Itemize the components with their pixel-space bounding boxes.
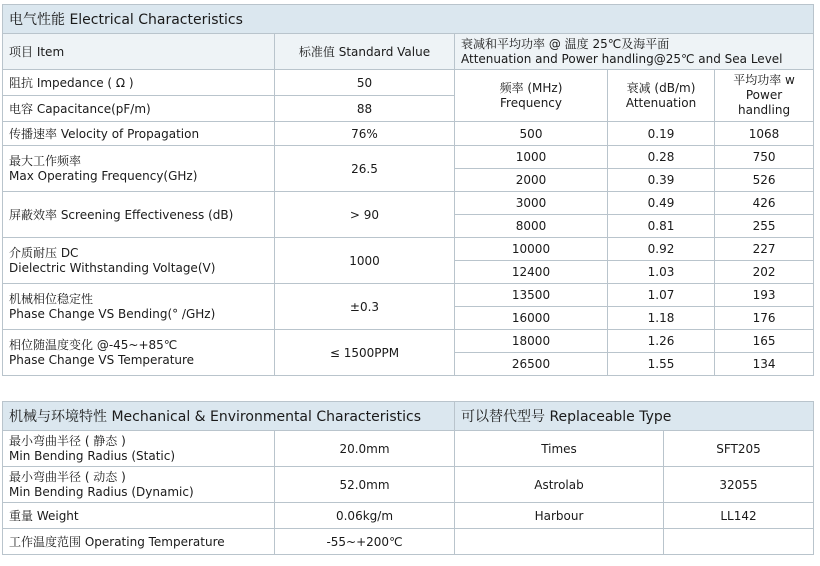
- attn-cell: 1.26: [608, 330, 715, 353]
- item-value: 88: [275, 96, 455, 122]
- item-label-en: Min Bending Radius (Dynamic): [9, 484, 194, 499]
- item-value: 52.0mm: [275, 467, 455, 503]
- electrical-title: 电气性能 Electrical Characteristics: [3, 5, 814, 34]
- power-cell: 426: [715, 192, 814, 215]
- power-cell: 193: [715, 284, 814, 307]
- subheader-power-en1: Power: [745, 88, 783, 102]
- attn-cell: 0.19: [608, 122, 715, 146]
- item-label: 电容 Capacitance(pF/m): [3, 96, 275, 122]
- header-item: 项目 Item: [3, 34, 275, 70]
- electrical-table: [2, 4, 814, 376]
- power-cell: 202: [715, 261, 814, 284]
- mechanical-title: 机械与环境特性 Mechanical & Environmental Characteristics: [3, 402, 455, 431]
- model-cell: SFT205: [664, 431, 814, 467]
- freq-cell: 16000: [455, 307, 608, 330]
- table-row: [3, 146, 814, 169]
- item-value: 50: [275, 70, 455, 96]
- brand-cell: [455, 529, 664, 555]
- item-value: 0.06kg/m: [275, 503, 455, 529]
- item-label-cn: 最大工作频率: [9, 153, 82, 168]
- header-attenuation-cn: 衰减和平均功率 @ 温度 25℃及海平面: [461, 36, 670, 51]
- attn-cell: 0.92: [608, 238, 715, 261]
- table-row: [3, 330, 814, 353]
- item-label-cn: 机械相位稳定性: [9, 291, 94, 306]
- subheader-power: [715, 70, 814, 122]
- power-cell: 750: [715, 146, 814, 169]
- freq-cell: 2000: [455, 169, 608, 192]
- freq-cell: 18000: [455, 330, 608, 353]
- freq-cell: 12400: [455, 261, 608, 284]
- replaceable-title: 可以替代型号 Replaceable Type: [455, 402, 814, 431]
- power-cell: 255: [715, 215, 814, 238]
- attn-cell: 0.39: [608, 169, 715, 192]
- subheader-power-cn: 平均功率 w: [733, 73, 795, 87]
- model-cell: 32055: [664, 467, 814, 503]
- item-label-en: Dielectric Withstanding Voltage(V): [9, 260, 216, 275]
- power-cell: 526: [715, 169, 814, 192]
- item-value: ≤ 1500PPM: [275, 330, 455, 376]
- item-value: 26.5: [275, 146, 455, 192]
- item-value: -55~+200℃: [275, 529, 455, 555]
- power-cell: 227: [715, 238, 814, 261]
- table-row: [3, 238, 814, 261]
- brand-cell: Harbour: [455, 503, 664, 529]
- freq-cell: 3000: [455, 192, 608, 215]
- item-value: 1000: [275, 238, 455, 284]
- table-row: [3, 503, 814, 529]
- subheader-attenuation-cn: 衰减 (dB/m): [626, 80, 696, 95]
- table-row: [3, 70, 814, 96]
- item-value: 76%: [275, 122, 455, 146]
- power-cell: 176: [715, 307, 814, 330]
- item-label-en: Max Operating Frequency(GHz): [9, 168, 198, 183]
- freq-cell: 8000: [455, 215, 608, 238]
- attn-cell: 0.28: [608, 146, 715, 169]
- freq-cell: 10000: [455, 238, 608, 261]
- attn-cell: 1.03: [608, 261, 715, 284]
- attn-cell: 0.49: [608, 192, 715, 215]
- table-row: [3, 192, 814, 215]
- brand-cell: Astrolab: [455, 467, 664, 503]
- table-row: [3, 284, 814, 307]
- mechanical-section-header: [3, 402, 814, 431]
- item-value: ±0.3: [275, 284, 455, 330]
- subheader-attenuation-en: Attenuation: [625, 95, 697, 110]
- header-standard-value: 标准值 Standard Value: [275, 34, 455, 70]
- model-cell: [664, 529, 814, 555]
- item-label: [3, 146, 275, 192]
- item-value: 20.0mm: [275, 431, 455, 467]
- subheader-attenuation: [608, 70, 715, 122]
- header-attenuation: [455, 34, 814, 70]
- header-attenuation-en: Attenuation and Power handling@25℃ and Sea Level: [461, 51, 783, 66]
- freq-cell: 13500: [455, 284, 608, 307]
- item-label: [3, 284, 275, 330]
- brand-cell: Times: [455, 431, 664, 467]
- table-row: [3, 529, 814, 555]
- attn-cell: 0.81: [608, 215, 715, 238]
- power-cell: 165: [715, 330, 814, 353]
- subheader-frequency-cn: 频率 (MHz): [499, 80, 563, 95]
- item-label: [3, 431, 275, 467]
- item-label: 工作温度范围 Operating Temperature: [3, 529, 275, 555]
- item-label: [3, 330, 275, 376]
- power-cell: 1068: [715, 122, 814, 146]
- attn-cell: 1.18: [608, 307, 715, 330]
- freq-cell: 500: [455, 122, 608, 146]
- item-label-cn: 相位随温度变化 @-45~+85℃: [9, 337, 178, 352]
- freq-cell: 26500: [455, 353, 608, 376]
- item-label-en: Min Bending Radius (Static): [9, 448, 176, 463]
- subheader-frequency-en: Frequency: [500, 95, 562, 110]
- electrical-section-header: [3, 5, 814, 34]
- freq-cell: 1000: [455, 146, 608, 169]
- power-cell: 134: [715, 353, 814, 376]
- item-label-cn: 最小弯曲半径 ( 动态 ): [9, 469, 126, 484]
- item-label-cn: 介质耐压 DC: [9, 245, 79, 260]
- model-cell: LL142: [664, 503, 814, 529]
- attn-cell: 1.07: [608, 284, 715, 307]
- item-value: > 90: [275, 192, 455, 238]
- table-row: [3, 122, 814, 146]
- item-label-en: Phase Change VS Bending(° /GHz): [9, 306, 216, 321]
- item-label-cn: 最小弯曲半径 ( 静态 ): [9, 433, 126, 448]
- table-header-row: [3, 34, 814, 70]
- item-label: 传播速率 Velocity of Propagation: [3, 122, 275, 146]
- subheader-power-en2: handling: [737, 103, 791, 117]
- item-label-en: Phase Change VS Temperature: [9, 352, 195, 367]
- item-label: [3, 238, 275, 284]
- attn-cell: 1.55: [608, 353, 715, 376]
- item-label: 重量 Weight: [3, 503, 275, 529]
- item-label: 屏蔽效率 Screening Effectiveness (dB): [3, 192, 275, 238]
- item-label: 阻抗 Impedance ( Ω ): [3, 70, 275, 96]
- mechanical-table: [2, 401, 814, 555]
- table-row: [3, 431, 814, 467]
- table-row: [3, 467, 814, 503]
- subheader-frequency: [455, 70, 608, 122]
- item-label: [3, 467, 275, 503]
